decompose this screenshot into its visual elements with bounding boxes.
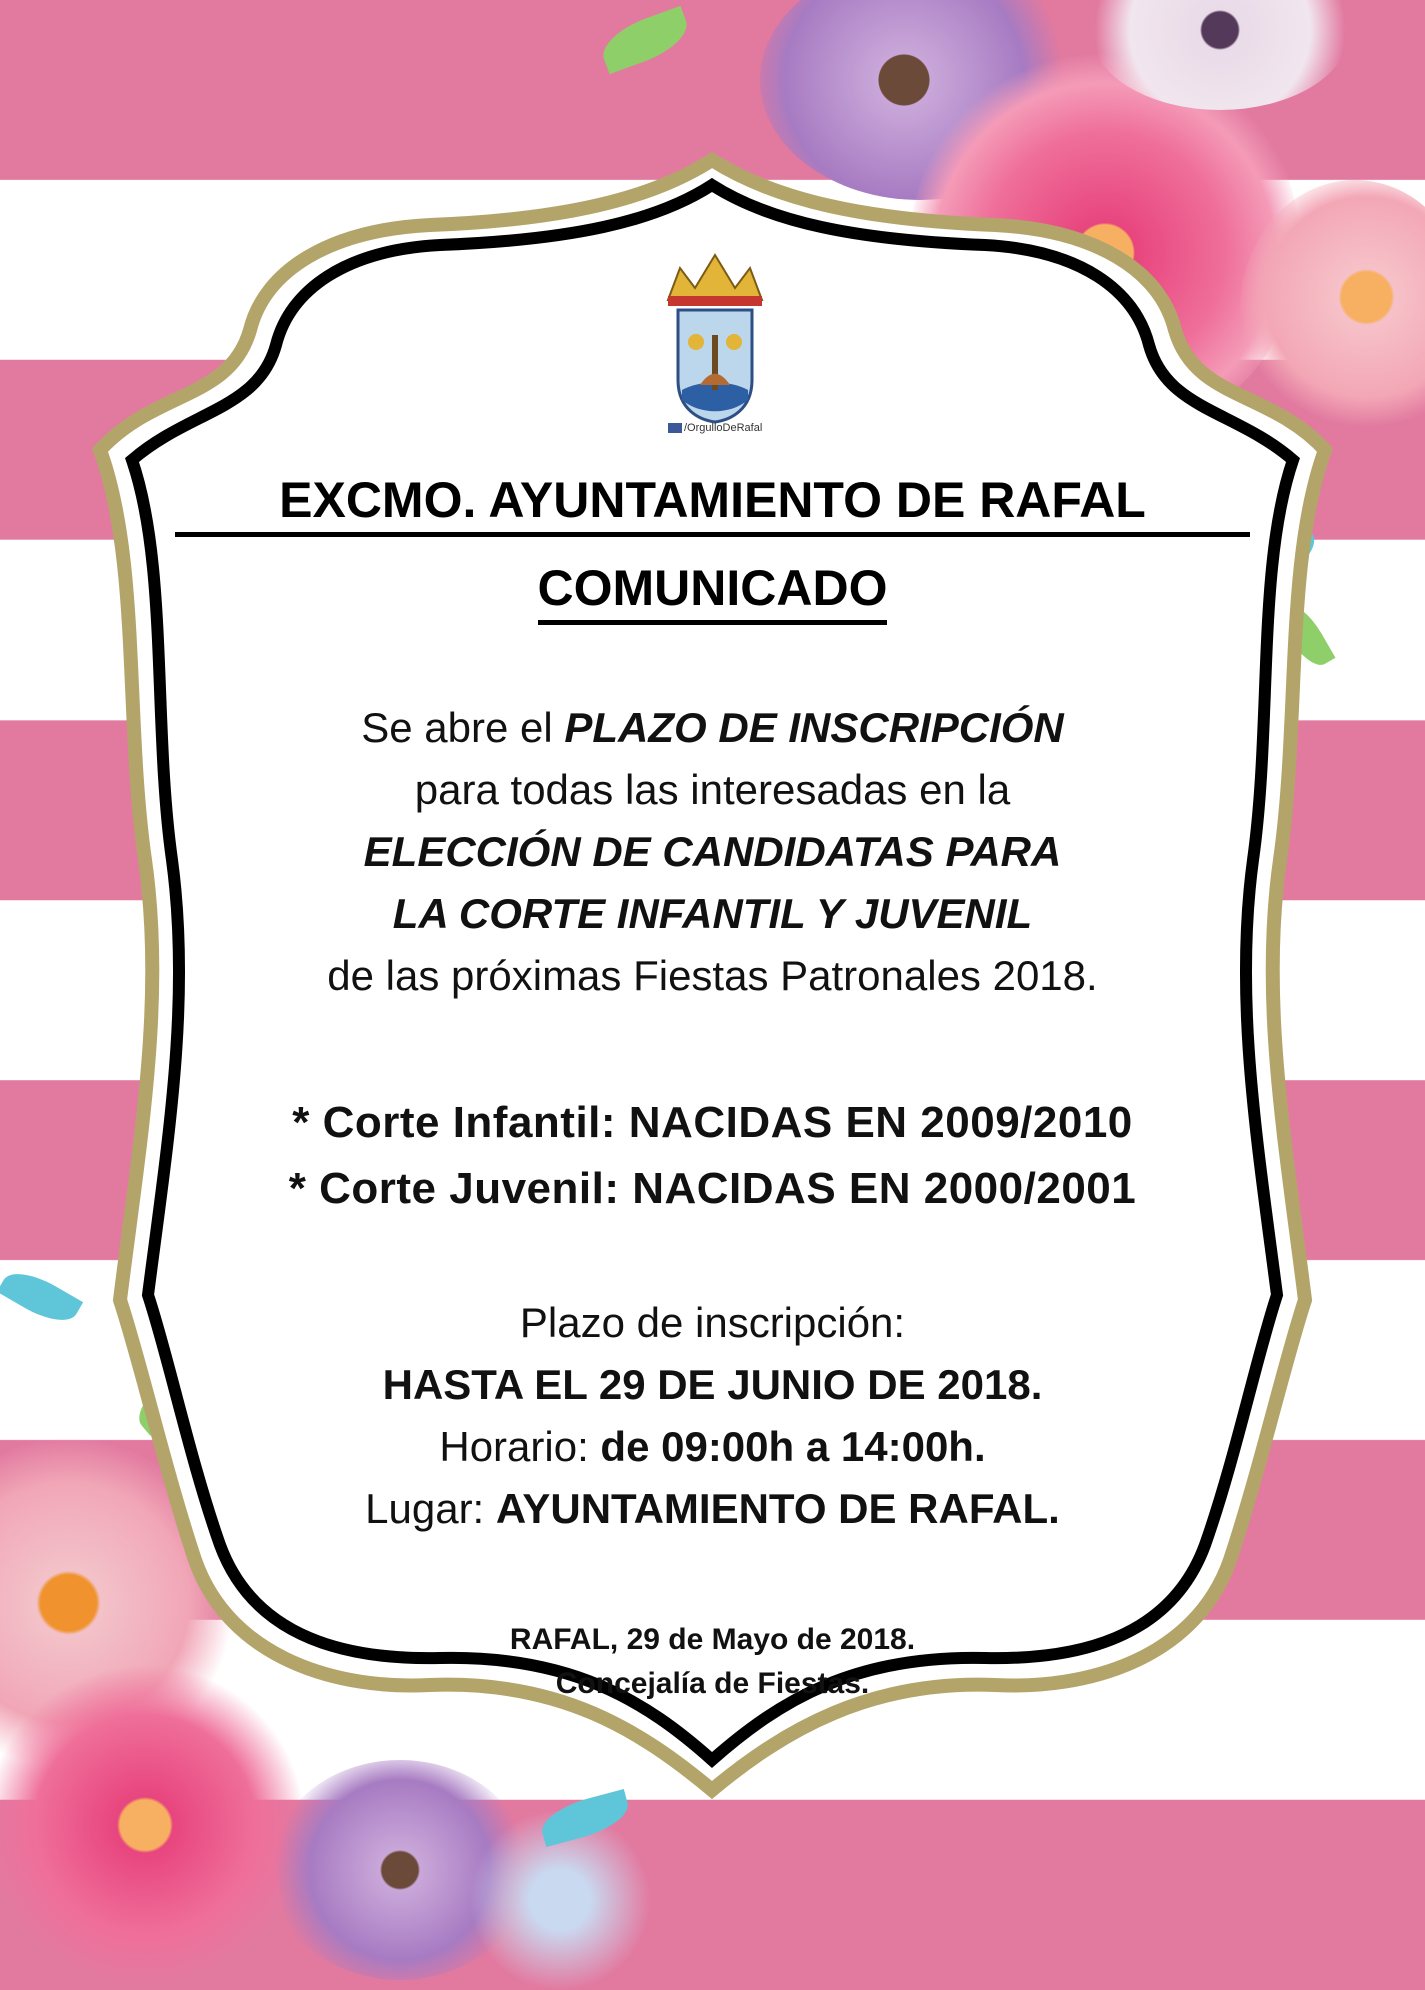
announcement-line: ELECCIÓN DE CANDIDATAS PARA [363,828,1062,875]
announcement-line: para todas las interesadas en la [414,766,1011,813]
requirements-list [0,1090,1425,1222]
registration-details [0,1292,1425,1540]
subtitle-wrap [0,558,1425,625]
crown-icon [668,255,762,300]
social-handle: /OrgulloDeRafal [668,422,762,434]
lugar-value: AYUNTAMIENTO DE RAFAL. [495,1485,1060,1532]
emphasis-text: PLAZO DE INSCRIPCIÓN [564,704,1064,751]
announcement-line: Se abre el PLAZO DE INSCRIPCIÓN [361,704,1064,751]
lugar-line [0,1478,1425,1540]
coat-of-arms-logo [660,250,770,430]
lugar-label: Lugar: [365,1485,496,1532]
horario-label: Horario: [439,1423,601,1470]
horario-value: de 09:00h a 14:00h. [600,1423,986,1470]
footer-department: Concejalía de Fiestas. [555,1667,870,1700]
page-title: EXCMO. AYUNTAMIENTO DE RAFAL [175,470,1250,537]
plazo-value: HASTA EL 29 DE JUNIO DE 2018. [382,1361,1043,1408]
announcement-line: LA CORTE INFANTIL Y JUVENIL [392,890,1033,937]
social-icons [668,423,682,433]
requirement-item: * Corte Juvenil: NACIDAS EN 2000/2001 [288,1164,1137,1213]
requirement-item: * Corte Infantil: NACIDAS EN 2009/2010 [292,1098,1133,1147]
footer [0,1618,1425,1706]
page-subtitle: COMUNICADO [538,558,888,625]
footer-date: RAFAL, 29 de Mayo de 2018. [509,1623,916,1656]
plazo-label: Plazo de inscripción: [519,1299,906,1346]
horario-line [0,1416,1425,1478]
announcement [0,697,1425,1007]
announcement-line: de las próximas Fiestas Patronales 2018. [327,952,1098,999]
